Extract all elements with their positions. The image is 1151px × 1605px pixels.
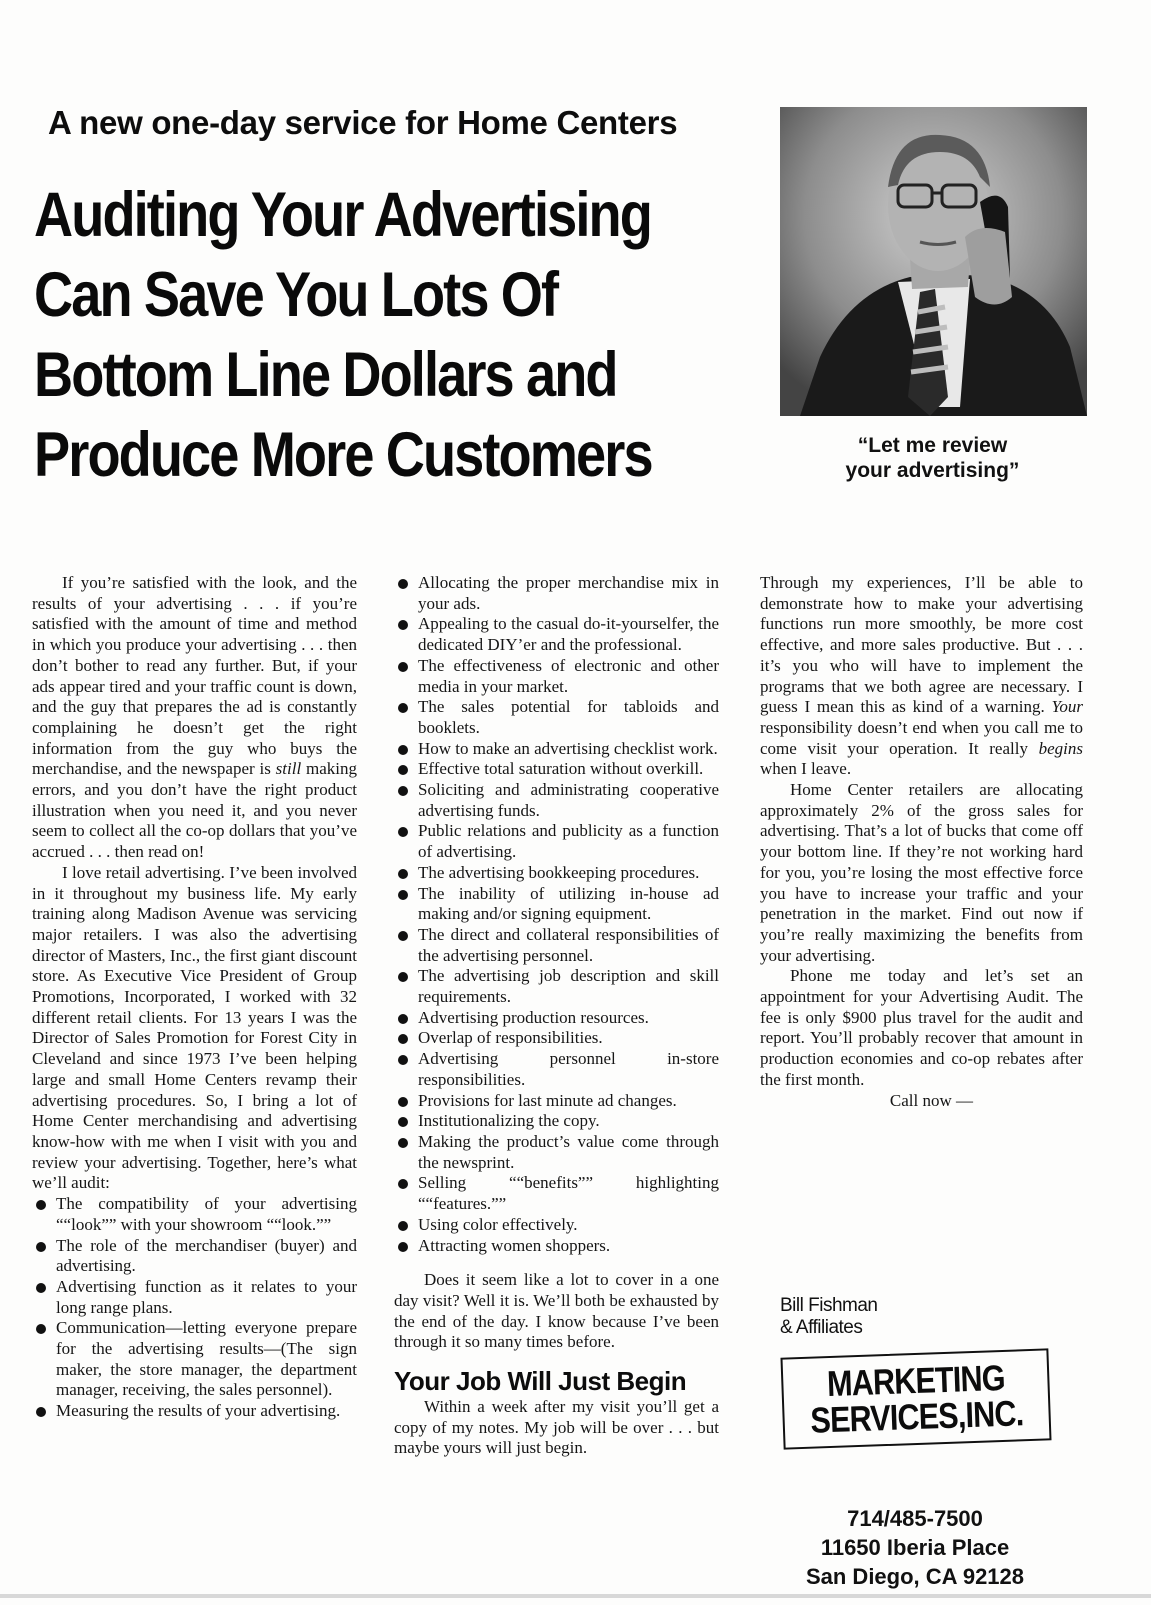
list-item bbox=[394, 1215, 719, 1236]
list-item-text: The effectiveness of electronic and other media in your market. bbox=[418, 655, 719, 696]
list-item-text: Advertising function as it relates to your long range plans. bbox=[56, 1276, 357, 1317]
list-item-text: The advertising job description and skill requirements. bbox=[418, 966, 719, 1007]
logo-stamp-line-2: SERVICES,INC. bbox=[809, 1392, 1024, 1441]
list-item bbox=[394, 884, 719, 925]
list-item bbox=[394, 1091, 719, 1112]
list-item bbox=[394, 573, 719, 614]
list-item-text: Making the product’s value come through the newsprint. bbox=[418, 1131, 719, 1172]
audit-list-2 bbox=[394, 573, 719, 1256]
bullet-icon bbox=[398, 703, 408, 713]
intro-text-b: making errors, and you don’t have the right product illustration when you need it, and you never seem to collect all the co-op dollars that you’ve accrued . . . then read on! bbox=[32, 759, 357, 862]
kicker-heading: A new one-day service for Home Centers bbox=[48, 104, 678, 141]
experience-text-b: responsibility doesn’t end when you call me to come visit your operation. It really bbox=[760, 717, 1083, 758]
allocation-paragraph: Home Center retailers are allocating approximately 2% of the gross sales for advertising. That’s a lot of bucks that come off your bottom line. If they’re not working hard for you, you’re losing the most effective force you have to increase your traffic and your penetration in the market. Find out now if you’re really maximizing the benefits from your advertising. bbox=[760, 780, 1083, 965]
logo-stamp-box bbox=[780, 1348, 1051, 1449]
experience-text-italic-1: Your bbox=[1051, 697, 1083, 717]
list-item bbox=[394, 697, 719, 738]
bullet-icon bbox=[398, 1242, 408, 1252]
list-item bbox=[32, 1318, 357, 1401]
list-item bbox=[394, 1236, 719, 1257]
list-item bbox=[394, 739, 719, 760]
list-item bbox=[394, 1132, 719, 1173]
audit-list-1 bbox=[32, 1194, 357, 1422]
list-item-text: Advertising production resources. bbox=[418, 1007, 649, 1027]
bullet-icon bbox=[36, 1407, 46, 1417]
list-item-text: Using color effectively. bbox=[418, 1214, 578, 1234]
experience-text-a: Through my experiences, I’ll be able to demonstrate how to make your advertising functions run more smoothly, be more cost effective, and more sales productive. But . . . it’s you who will have to implement the programs that we both agree are necessary. I guess I mean this as kind of a warning. bbox=[760, 573, 1083, 717]
list-item bbox=[32, 1236, 357, 1277]
bullet-icon bbox=[398, 972, 408, 982]
list-item bbox=[394, 1173, 719, 1214]
man-on-phone-illustration bbox=[780, 107, 1087, 416]
body-column-1 bbox=[32, 573, 357, 1422]
bullet-icon bbox=[398, 869, 408, 879]
list-item-text: Soliciting and administrating cooperative advertising funds. bbox=[418, 780, 719, 820]
logo-name-line-2: & Affiliates bbox=[780, 1317, 863, 1338]
list-item-text: The compatibility of your advertising ““look”” with your showroom ““look.”” bbox=[56, 1194, 357, 1234]
headline-line-4: Produce More Customers bbox=[34, 420, 652, 490]
contact-city: San Diego, CA 92128 bbox=[805, 1564, 1025, 1589]
closing-paragraph: Does it seem like a lot to cover in a one day visit? Well it is. We’ll both be exhausted by the end of the day. I know because I’ve been through it so many times before. bbox=[394, 1270, 719, 1352]
bullet-icon bbox=[398, 1014, 408, 1024]
list-item bbox=[394, 966, 719, 1007]
quote-line-1: “Let me review bbox=[857, 434, 1008, 457]
list-item-text: The direct and collateral responsibilities of the advertising personnel. bbox=[418, 924, 719, 965]
main-headline bbox=[34, 175, 653, 495]
company-logo bbox=[780, 1295, 1060, 1485]
bullet-icon bbox=[398, 931, 408, 941]
bullet-icon bbox=[398, 890, 408, 900]
subheading-paragraph: Within a week after my visit you’ll get a copy of my notes. My job will be over . . . but maybe yours will just begin. bbox=[394, 1397, 719, 1458]
page-bottom-edge bbox=[0, 1594, 1151, 1598]
bullet-icon bbox=[36, 1242, 46, 1252]
list-item-text: The inability of utilizing in-house ad making and/or signing equipment. bbox=[418, 883, 719, 924]
intro-paragraph bbox=[32, 573, 357, 863]
bullet-icon bbox=[398, 1055, 408, 1065]
experience-text-c: when I leave. bbox=[760, 759, 852, 779]
list-item bbox=[394, 780, 719, 821]
bullet-icon bbox=[398, 579, 408, 589]
list-item bbox=[394, 614, 719, 655]
quote-line-2: your advertising” bbox=[845, 459, 1020, 482]
list-item-text: Effective total saturation without overkill. bbox=[418, 759, 704, 779]
list-item bbox=[394, 1111, 719, 1132]
bullet-icon bbox=[398, 765, 408, 775]
subheading: Your Job Will Just Begin bbox=[394, 1366, 687, 1397]
list-item bbox=[32, 1277, 357, 1318]
list-item-text: Attracting women shoppers. bbox=[418, 1235, 611, 1255]
call-now-text: Call now — bbox=[889, 1090, 973, 1110]
body-column-2 bbox=[394, 573, 719, 1459]
contact-phone: 714/485-7500 bbox=[847, 1506, 983, 1531]
logo-name-line-1: Bill Fishman bbox=[780, 1295, 878, 1316]
list-item-text: Public relations and publicity as a function of advertising. bbox=[418, 821, 719, 862]
bullet-icon bbox=[36, 1283, 46, 1293]
list-item bbox=[394, 1028, 719, 1049]
bullet-icon bbox=[398, 786, 408, 796]
list-item-text: The advertising bookkeeping procedures. bbox=[418, 862, 700, 882]
list-item-text: Allocating the proper merchandise mix in your ads. bbox=[418, 573, 719, 613]
list-item-text: Provisions for last minute ad changes. bbox=[418, 1090, 677, 1110]
intro-text-a: If you’re satisfied with the look, and the results of your advertising . . . if you’re satisfied with the amount of time and method in which you produce your advertising . . . then don’t bother to read any further. But, if your ads appear tired and your traffic count is down, and the guy that prepares the ad is constantly complaining he doesn’t get the right information from the guy who buys the merchandise, and the newspaper is bbox=[32, 573, 357, 779]
list-item bbox=[394, 925, 719, 966]
list-item-text: Selling ““benefits”” highlighting ““features.”” bbox=[418, 1173, 719, 1214]
bullet-icon bbox=[398, 1034, 408, 1044]
list-item-text: The role of the merchandiser (buyer) and advertising. bbox=[56, 1235, 357, 1276]
bullet-icon bbox=[398, 1221, 408, 1231]
list-item bbox=[394, 821, 719, 862]
contact-street: 11650 Iberia Place bbox=[820, 1535, 1010, 1560]
headline-line-3: Bottom Line Dollars and bbox=[34, 340, 617, 410]
bullet-icon bbox=[398, 1117, 408, 1127]
list-item-text: Institutionalizing the copy. bbox=[418, 1111, 600, 1131]
bullet-icon bbox=[398, 1179, 408, 1189]
portrait-photo bbox=[780, 107, 1087, 416]
list-item bbox=[32, 1194, 357, 1235]
bullet-icon bbox=[398, 1138, 408, 1148]
list-item-text: How to make an advertising checklist work. bbox=[418, 738, 718, 758]
bullet-icon bbox=[398, 745, 408, 755]
headline-line-1: Auditing Your Advertising bbox=[34, 180, 651, 250]
experience-text-italic-2: begins bbox=[1038, 738, 1083, 758]
bullet-icon bbox=[36, 1200, 46, 1210]
list-item-text: Communication—letting everyone prepare for the advertising results—(The sign maker, the store manager, the department manager, receiving, the sales personnel). bbox=[56, 1318, 357, 1400]
list-item bbox=[394, 1049, 719, 1090]
list-item bbox=[394, 1008, 719, 1029]
background-paragraph: I love retail advertising. I’ve been involved in it throughout my business life. My early training along Madison Avenue was servicing major retailers. I was also the advertising director of Masters, Inc., the first giant discount store. As Executive Vice President of Group Promotions, Incorporated, I worked with 32 different retail clients. For 13 years I was the Director of Sales Promotion for Forest City in Cleveland and since 1973 I’ve been helping large and small Home Centers revamp their advertising procedures. So, I bring a lot of Home Center merchandising and advertising know-how with me when I visit with you and review your advertising. Together, here’s what we’ll audit: bbox=[32, 862, 357, 1193]
list-item bbox=[32, 1401, 357, 1422]
list-item-text: Advertising personnel in-store responsibilities. bbox=[418, 1049, 719, 1089]
bullet-icon bbox=[398, 827, 408, 837]
list-item bbox=[394, 863, 719, 884]
list-item-text: The sales potential for tabloids and booklets. bbox=[418, 697, 719, 737]
logo-stamp-line-1: MARKETING bbox=[825, 1356, 1005, 1405]
bullet-icon bbox=[398, 662, 408, 672]
list-item-text: Measuring the results of your advertising. bbox=[56, 1401, 341, 1421]
body-column-3 bbox=[760, 573, 1083, 1111]
list-item bbox=[394, 656, 719, 697]
bullet-icon bbox=[398, 620, 408, 630]
list-item-text: Overlap of responsibilities. bbox=[418, 1028, 603, 1048]
intro-text-italic: still bbox=[275, 759, 302, 779]
experience-paragraph bbox=[760, 573, 1083, 780]
list-item-text: Appealing to the casual do-it-yourselfer, the dedicated DIY’er and the professional. bbox=[418, 614, 719, 655]
bullet-icon bbox=[398, 1097, 408, 1107]
photo-caption-quote bbox=[800, 433, 1065, 483]
list-item bbox=[394, 759, 719, 780]
contact-block bbox=[770, 1504, 1060, 1591]
headline-line-2: Can Save You Lots Of bbox=[34, 260, 558, 330]
bullet-icon bbox=[36, 1324, 46, 1334]
fee-paragraph: Phone me today and let’s set an appointment for your Advertising Audit. The fee is only $900 plus travel for the audit and report. You’ll probably recover that amount in production economies and co-op rebates after the first month. bbox=[760, 966, 1083, 1089]
